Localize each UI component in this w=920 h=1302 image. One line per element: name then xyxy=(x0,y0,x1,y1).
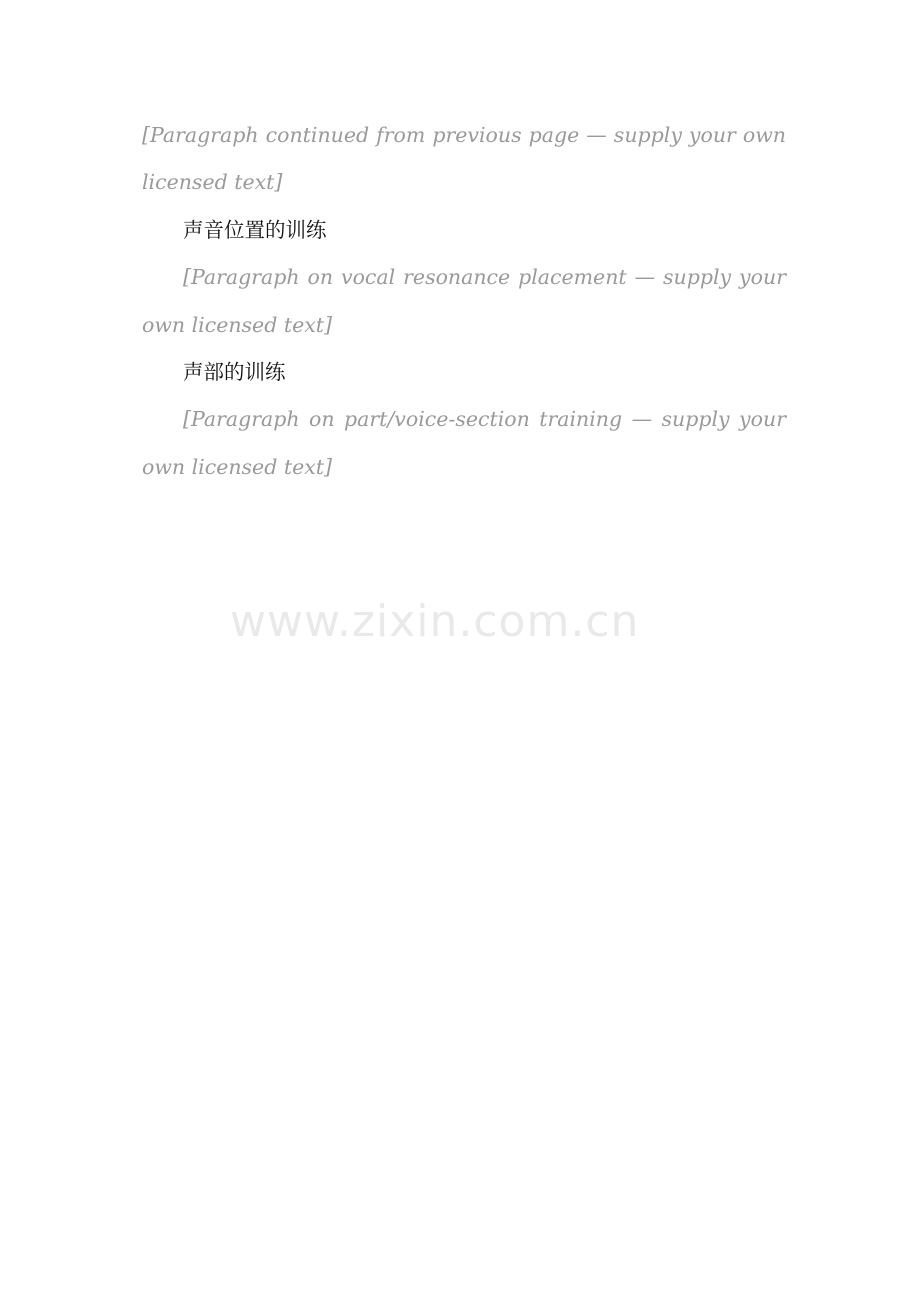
paragraph-voice-position: [Paragraph on vocal resonance placement — supply your own licensed text] xyxy=(142,265,786,337)
section-heading-voice-position: 声音位置的训练 xyxy=(183,217,327,242)
site-watermark: www.zixin.com.cn xyxy=(230,596,640,647)
paragraph-voice-parts: [Paragraph on part/voice-section training — supply your own licensed text] xyxy=(142,407,786,479)
section-heading-voice-parts: 声部的训练 xyxy=(183,360,286,385)
paragraph-breathing-continued: [Paragraph continued from previous page — supply your own licensed text] xyxy=(142,123,786,195)
document-body xyxy=(142,112,786,491)
